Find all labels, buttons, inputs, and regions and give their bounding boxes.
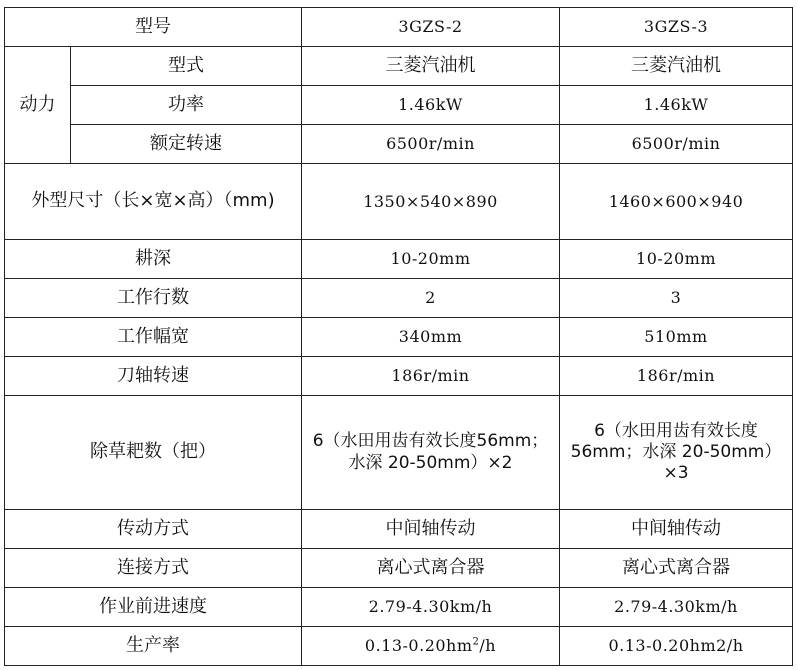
- table-row: [5, 164, 793, 240]
- value-a: 离心式离合器: [302, 549, 560, 588]
- row-label: 额定转速: [71, 125, 302, 164]
- value-a-sup: 2: [472, 636, 480, 648]
- table-row: [5, 396, 793, 510]
- table-row: [5, 627, 793, 666]
- table-row: [5, 47, 793, 86]
- table-row: [5, 86, 793, 125]
- value-b: 510mm: [560, 318, 793, 357]
- value-b: 2.79-4.30km/h: [560, 588, 793, 627]
- value-b: 三菱汽油机: [560, 47, 793, 86]
- row-label: 传动方式: [5, 510, 302, 549]
- row-label: 除草耙数（把）: [5, 396, 302, 510]
- value-a: 6500r/min: [302, 125, 560, 164]
- row-label: 耕深: [5, 240, 302, 279]
- row-label: 功率: [71, 86, 302, 125]
- value-a-base: 0.13-0.20hm: [364, 636, 473, 655]
- value-a: 1.46kW: [302, 86, 560, 125]
- model-b: 3GZS-3: [560, 8, 793, 47]
- row-label: 连接方式: [5, 549, 302, 588]
- power-group-label: 动力: [5, 47, 71, 164]
- value-b: 1460×600×940: [560, 164, 793, 240]
- table-row: [5, 240, 793, 279]
- spec-table: [4, 7, 793, 666]
- row-label: 作业前进速度: [5, 588, 302, 627]
- value-b: 0.13-0.20hm2/h: [560, 627, 793, 666]
- value-b: 中间轴传动: [560, 510, 793, 549]
- row-label: 外型尺寸（长×宽×高）（mm): [5, 164, 302, 240]
- table-row: [5, 125, 793, 164]
- table-row: [5, 318, 793, 357]
- value-a: 186r/min: [302, 357, 560, 396]
- row-label: 刀轴转速: [5, 357, 302, 396]
- row-label: 工作幅宽: [5, 318, 302, 357]
- value-b: 3: [560, 279, 793, 318]
- value-a: 340mm: [302, 318, 560, 357]
- table-row: [5, 357, 793, 396]
- value-a: 10-20mm: [302, 240, 560, 279]
- value-a: 三菱汽油机: [302, 47, 560, 86]
- table-row: [5, 279, 793, 318]
- value-a: 2.79-4.30km/h: [302, 588, 560, 627]
- value-b: 1.46kW: [560, 86, 793, 125]
- value-b: 6500r/min: [560, 125, 793, 164]
- value-a: 中间轴传动: [302, 510, 560, 549]
- table-row: [5, 510, 793, 549]
- table-row: [5, 588, 793, 627]
- model-a: 3GZS-2: [302, 8, 560, 47]
- row-label: 生产率: [5, 627, 302, 666]
- table-row: [5, 549, 793, 588]
- value-b: 6（水田用齿有效长度56mm；水深 20-50mm）×3: [560, 396, 793, 510]
- model-label: 型号: [5, 8, 302, 47]
- value-b: 186r/min: [560, 357, 793, 396]
- value-a: 6（水田用齿有效长度56mm；水深 20-50mm）×2: [302, 396, 560, 510]
- table-row: [5, 8, 793, 47]
- value-a-tail: /h: [479, 636, 497, 655]
- value-b: 10-20mm: [560, 240, 793, 279]
- value-a: [302, 627, 560, 666]
- value-a: 2: [302, 279, 560, 318]
- row-label: 型式: [71, 47, 302, 86]
- row-label: 工作行数: [5, 279, 302, 318]
- value-b: 离心式离合器: [560, 549, 793, 588]
- value-a: 1350×540×890: [302, 164, 560, 240]
